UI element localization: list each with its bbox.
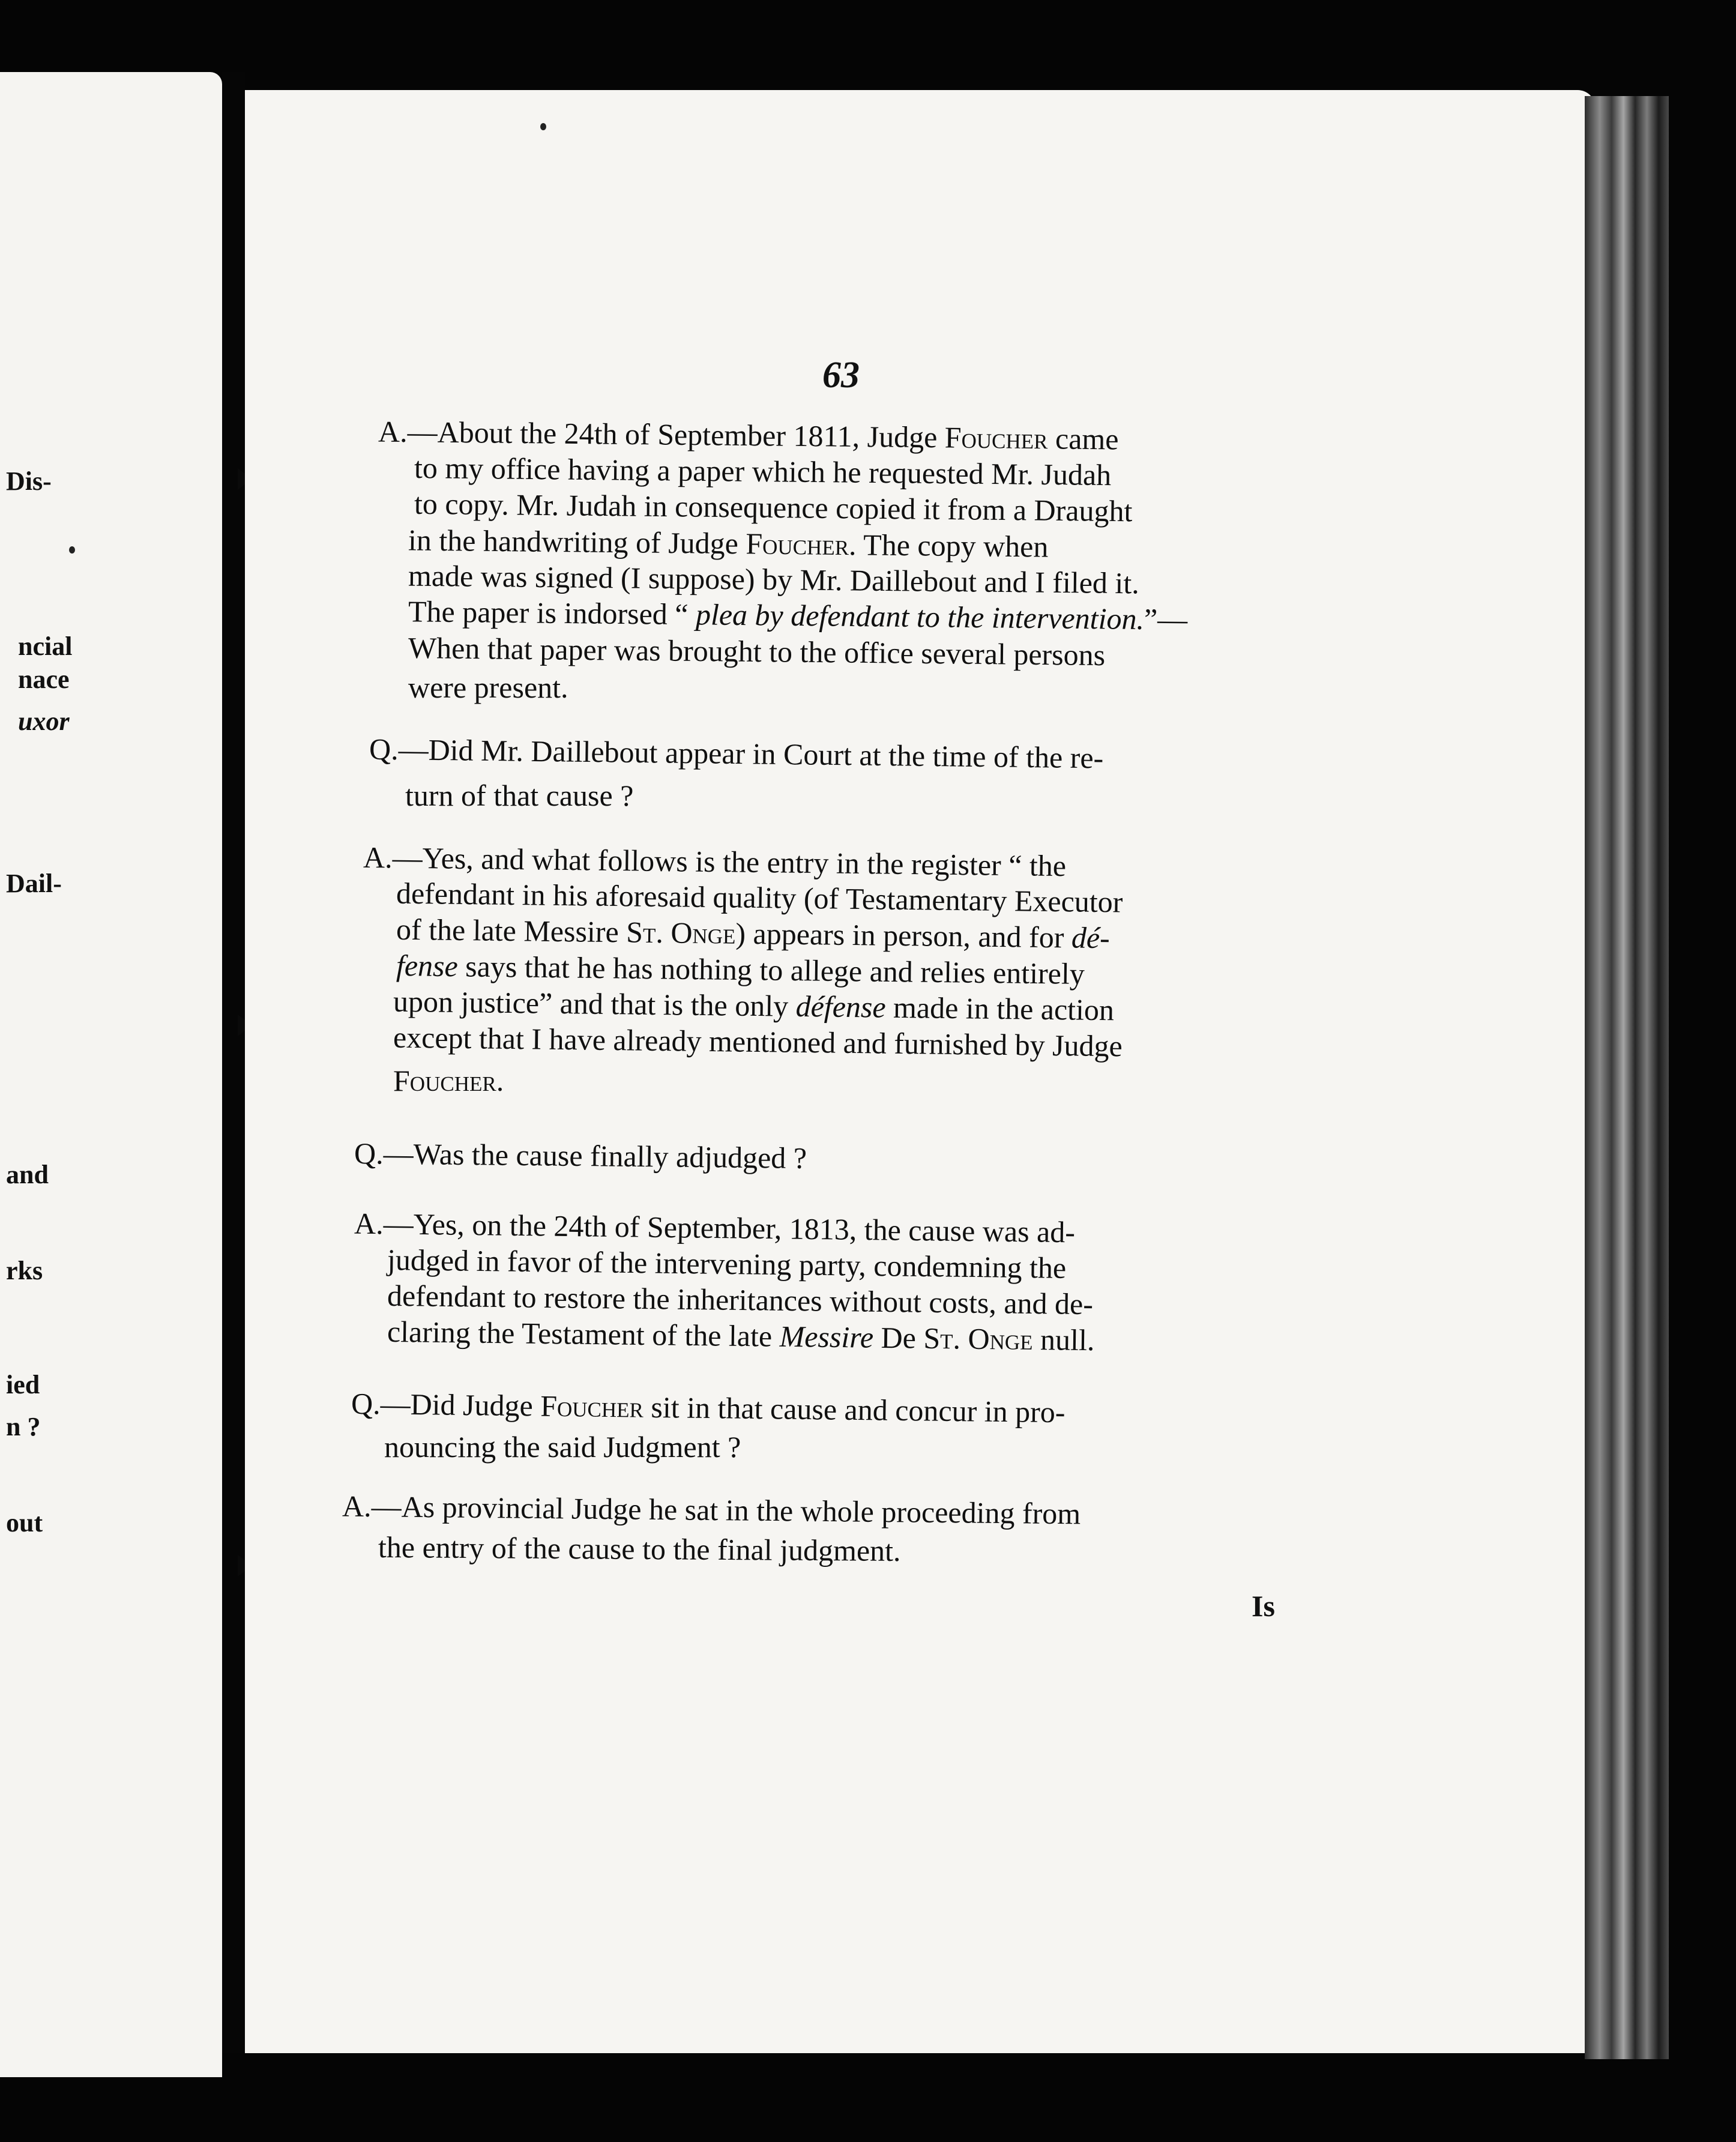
answer-2-line-4: fense says that he has nothing to allege and relies entirely <box>396 948 1085 991</box>
answer-3-line-4: claring the Testament of the late Messire De St. Onge null. <box>387 1314 1095 1357</box>
catchword: Is <box>1252 1589 1275 1623</box>
left-fragment: and <box>6 1160 49 1189</box>
answer-1-line-3: to copy. Mr. Judah in consequence copied it from a Draught <box>414 486 1133 528</box>
question-2-line-1: Q.—Was the cause finally adjudged ? <box>354 1136 807 1175</box>
left-fragment: uxor <box>18 707 70 736</box>
page-number: 63 <box>822 355 860 396</box>
ink-speck <box>69 546 75 554</box>
answer-1-line-2: to my office having a paper which he requested Mr. Judah <box>414 450 1112 492</box>
left-page-fragments <box>0 72 222 2077</box>
answer-2-line-5: upon justice” and that is the only défense made in the action <box>393 984 1115 1027</box>
question-3-line-1: Q.—Did Judge Foucher sit in that cause and concur in pro- <box>351 1386 1065 1429</box>
answer-1-line-8: were present. <box>408 671 568 704</box>
answer-4-line-1: A.—As provincial Judge he sat in the whole proceeding from <box>342 1489 1081 1531</box>
left-fragment: nace <box>18 665 70 694</box>
left-fragment: ied <box>6 1370 40 1399</box>
question-3-line-2: nouncing the said Judgment ? <box>384 1430 741 1464</box>
left-fragment: rks <box>6 1256 43 1285</box>
answer-1-line-6: The paper is indorsed “ plea by defendant to the intervention.”— <box>408 594 1188 636</box>
answer-1-line-5: made was signed (I suppose) by Mr. Daillebout and I filed it. <box>408 558 1140 600</box>
answer-3-line-3: defendant to restore the inheritances without costs, and de- <box>387 1278 1094 1321</box>
answer-2-line-1: A.—Yes, and what follows is the entry in the register “ the <box>363 840 1067 883</box>
answer-3-line-1: A.—Yes, on the 24th of September, 1813, the cause was ad- <box>354 1206 1076 1249</box>
left-adjacent-page <box>0 72 222 2077</box>
ink-speck <box>540 123 546 130</box>
answer-1-line-4: in the handwriting of Judge Foucher. The copy when <box>408 523 1049 564</box>
answer-2-line-3: of the late Messire St. Onge) appears in person, and for dé- <box>396 912 1111 955</box>
answer-2-line-2: defendant in his aforesaid quality (of Testamentary Executor <box>396 876 1123 919</box>
answer-3-line-2: judged in favor of the intervening party, condemning the <box>387 1243 1067 1285</box>
left-fragment: Dail- <box>6 869 62 898</box>
question-1-line-1: Q.—Did Mr. Daillebout appear in Court at the time of the re- <box>369 732 1104 775</box>
answer-4-line-2: the entry of the cause to the final judgment. <box>378 1530 901 1568</box>
answer-1-line-1: A.—About the 24th of September 1811, Judge Foucher came <box>378 414 1119 456</box>
left-fragment: n ? <box>6 1412 41 1441</box>
left-fragment: ncial <box>18 632 73 661</box>
answer-2-line-7: Foucher. <box>393 1064 504 1097</box>
book-page-edges <box>1585 96 1669 2059</box>
left-fragment: Dis- <box>6 466 52 496</box>
question-1-line-2: turn of that cause ? <box>405 779 634 812</box>
book-gutter <box>222 72 245 2053</box>
answer-1-line-7: When that paper was brought to the office several persons <box>408 630 1106 672</box>
answer-2-line-6: except that I have already mentioned and furnished by Judge <box>393 1020 1123 1063</box>
left-fragment: out <box>6 1508 43 1537</box>
